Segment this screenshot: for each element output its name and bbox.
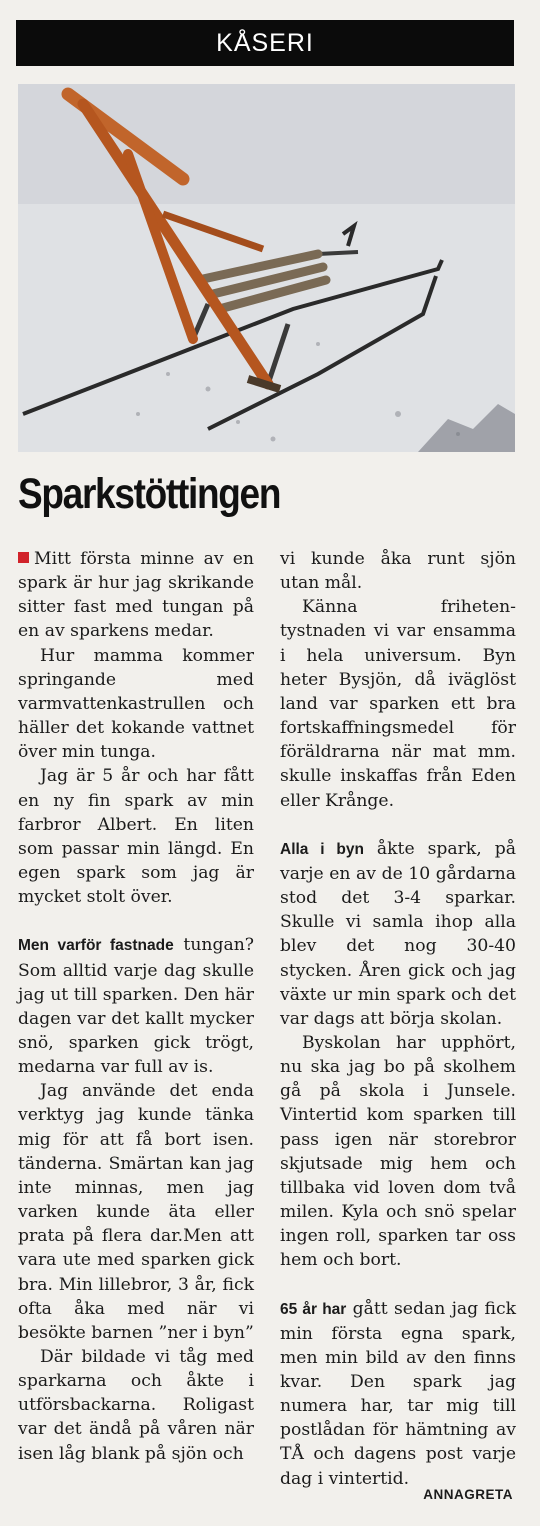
paragraph bbox=[280, 1297, 516, 1491]
left-column bbox=[18, 547, 254, 1466]
red-square-icon bbox=[18, 552, 29, 563]
kicksled-in-snow-photo-icon bbox=[18, 84, 515, 452]
paragraph-text: åkte spark, på varje en av de 10 gårdarna stod det 3-4 sparkar. Skulle vi samla ihop alla blev det nog 30-40 stycken. Åren gick och jag växte ur min spark och det var dags att börja skolan. bbox=[280, 838, 516, 1029]
paragraph-text: Mitt första minne av en spark är hur jag skrikande sitter fast med tungan på en av sparkens medar. bbox=[18, 549, 254, 642]
byline: ANNAGRETA bbox=[423, 1487, 513, 1502]
lead-in: Alla i byn bbox=[280, 840, 364, 858]
kicksled-photo bbox=[18, 84, 515, 452]
paragraph: Jag är 5 år och har fått en ny fin spark av min farbror Albert. En liten som passar min längd. En egen spark som jag är mycket stolt över. bbox=[18, 766, 254, 908]
paragraph bbox=[18, 547, 254, 644]
paragraph: Hur mamma kommer springande med varmvattenkastrullen och häller det kokande vattnet över min tunga. bbox=[18, 645, 254, 763]
paragraph: Jag använde det enda verktyg jag kunde tänka mig för att få bort isen. tänderna. Smärtan kan jag inte minnas, men jag varken kunde äta eller prata på flera dar.Men att vara ute med sparken gick bra. Min lillebror, 3 år, fick ofta åka med när vi besökte barnen ”ner i byn” bbox=[18, 1081, 254, 1343]
headline: Sparkstöttingen bbox=[18, 470, 281, 518]
paragraph-text: tungan? Som alltid varje dag skulle jag ut till sparken. Den här dagen var det kallt mycker snö, sparken gick trögt, medarna var full av is. bbox=[18, 935, 254, 1078]
paragraph bbox=[280, 837, 516, 1031]
lead-in: Men varför fastnade bbox=[18, 937, 174, 955]
paragraph: Där bildade vi tåg med sparkarna och åkte i utförsbackarna. Roligast var det ändå på våren när isen låg blank på sjön och bbox=[18, 1347, 254, 1464]
paragraph: vi kunde åka runt sjön utan mål. bbox=[280, 549, 516, 594]
paragraph: Känna friheten- tystnaden vi var ensamma i hela universum. Byn heter Bysjön, då iväglöst land var sparken ett bra fortskaffningsmedel för föräldrarna när mat mm. skulle inskaffas från Eden eller Krånge. bbox=[280, 597, 516, 811]
paragraph bbox=[18, 933, 254, 1079]
section-label: KÅSERI bbox=[16, 20, 514, 66]
paragraph-text: gått sedan jag fick min första egna spark, men min bild av den finns kvar. Den spark jag numera har, tar mig till postlådan för hämtning av TÅ och dagens post varje dag i vintertid. bbox=[280, 1298, 516, 1489]
paragraph: Byskolan har upphört, nu ska jag bo på skolhem gå på skola i Junsele. Vintertid kom sparken till pass igen när storebror skjutsade mig hem och tillbaka vid loven dom två milen. Kyla och snö spelar ingen roll, sparken tar oss hem och bort. bbox=[280, 1032, 516, 1271]
right-column bbox=[280, 547, 516, 1491]
lead-in: 65 år har bbox=[280, 1300, 347, 1318]
